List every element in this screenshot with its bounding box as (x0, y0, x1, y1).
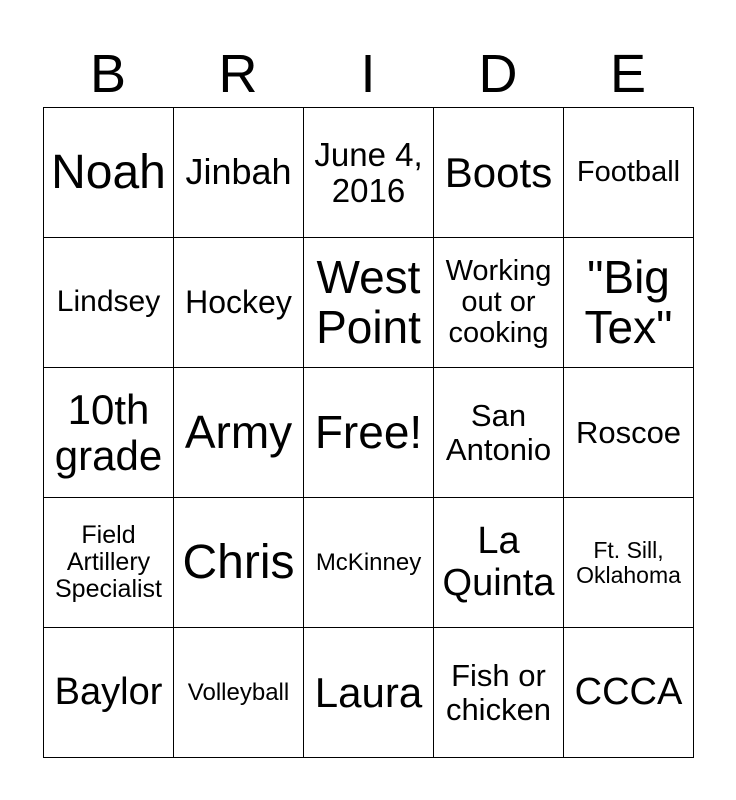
header-letter-b: B (89, 44, 127, 104)
cell-text: Boots (444, 148, 553, 196)
cell-text: Volleyball (187, 678, 290, 706)
header-letter-i: I (360, 44, 376, 104)
board-row (44, 628, 694, 758)
bingo-cell[interactable] (174, 498, 304, 628)
bingo-cell[interactable] (434, 498, 564, 628)
bingo-cell[interactable] (44, 498, 174, 628)
bingo-cell[interactable] (174, 628, 304, 758)
header-letter-r: R (218, 44, 258, 104)
cell-text: Lindsey (56, 285, 161, 319)
board-row (44, 108, 694, 238)
board-row (44, 368, 694, 498)
cell-text: Jinbah (185, 151, 292, 193)
bingo-cell[interactable] (174, 108, 304, 238)
header-letter-d: D (478, 44, 518, 104)
bingo-cell[interactable] (564, 108, 694, 238)
bingo-board (43, 107, 694, 758)
cell-text: Baylor (54, 670, 163, 713)
cell-text: Free! (314, 405, 423, 458)
bingo-cell[interactable] (564, 628, 694, 758)
bingo-cell[interactable] (174, 368, 304, 498)
board-row (44, 238, 694, 368)
bingo-cell[interactable] (304, 628, 434, 758)
header-letter-e: E (609, 44, 647, 104)
bingo-cell[interactable] (304, 108, 434, 238)
bingo-cell[interactable] (304, 498, 434, 628)
bingo-cell[interactable] (434, 108, 564, 238)
cell-text: McKinney (315, 548, 422, 576)
cell-text: Field Artillery Specialist (55, 521, 162, 603)
cell-text: West Point (316, 250, 421, 353)
bingo-cell[interactable] (564, 498, 694, 628)
cell-text: La Quinta (442, 520, 555, 604)
bingo-cell[interactable] (434, 628, 564, 758)
board-row (44, 498, 694, 628)
bingo-cell[interactable] (434, 238, 564, 368)
free-space[interactable] (304, 368, 434, 498)
bingo-cell[interactable] (44, 238, 174, 368)
cell-text: Hockey (185, 284, 292, 321)
cell-text: Army (184, 405, 293, 458)
cell-text: 10th grade (54, 386, 163, 479)
cell-text: Working out or cooking (445, 254, 552, 350)
cell-text: Roscoe (575, 414, 682, 450)
cell-text: Noah (51, 145, 166, 199)
cell-text: Laura (314, 668, 423, 716)
bingo-cell[interactable] (44, 108, 174, 238)
cell-text: Chris (182, 535, 295, 589)
cell-text: June 4, 2016 (314, 135, 423, 209)
bingo-cell[interactable] (434, 368, 564, 498)
cell-text: San Antonio (445, 398, 552, 467)
bingo-cell[interactable] (44, 368, 174, 498)
cell-text: CCCA (574, 670, 683, 713)
bingo-cell[interactable] (304, 238, 434, 368)
bingo-header (43, 40, 693, 108)
bingo-cell[interactable] (44, 628, 174, 758)
cell-text: Ft. Sill, Oklahoma (576, 536, 681, 588)
bingo-cell[interactable] (564, 238, 694, 368)
cell-text: "Big Tex" (584, 250, 673, 353)
bingo-cell[interactable] (174, 238, 304, 368)
bingo-cell[interactable] (564, 368, 694, 498)
cell-text: Football (576, 155, 681, 188)
cell-text: Fish or chicken (445, 658, 552, 727)
